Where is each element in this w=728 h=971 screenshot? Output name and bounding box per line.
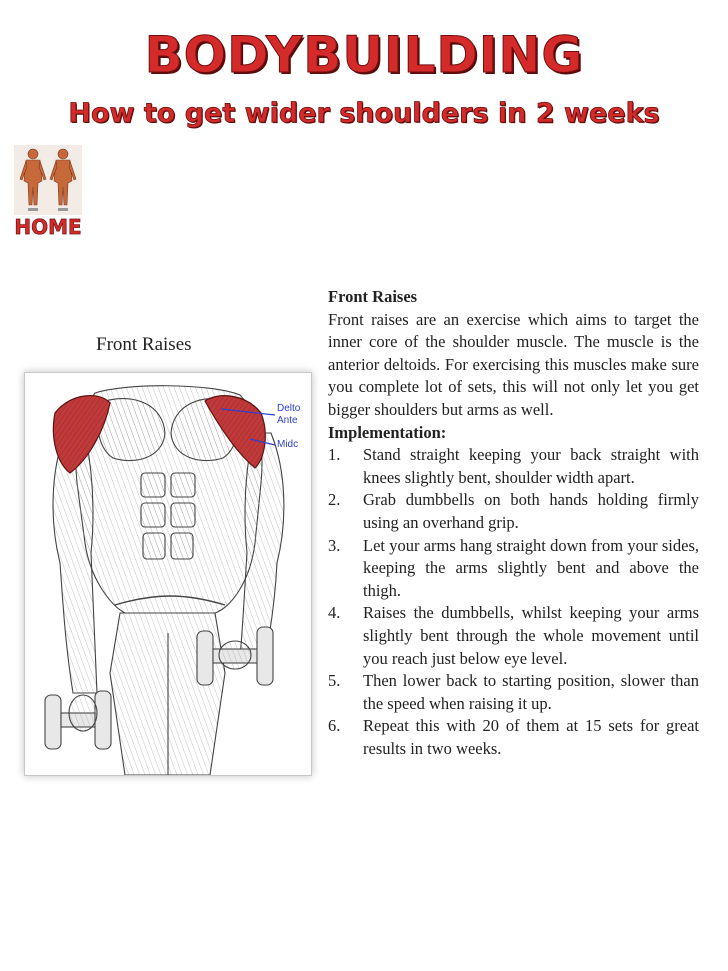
front-raises-illustration [24,372,312,776]
label-deltoid: Delto [277,403,301,414]
step-number: 6. [328,716,341,736]
step-text: Let your arms hang straight down from your sides, keeping the arms slightly bent and above the thigh. [363,535,699,600]
step-item [328,444,699,489]
step-item [328,535,699,603]
step-number: 5. [328,671,341,691]
article-heading: Front Raises [328,287,418,306]
step-text: Then lower back to starting position, slower than the speed when raising it up. [363,671,699,713]
implementation-heading: Implementation: [328,422,447,442]
home-label: HOME [14,215,82,239]
label-anterior: Ante [277,415,298,426]
page-title: BODYBUILDING [144,26,584,84]
step-item [328,715,699,760]
page-subtitle: How to get wider shoulders in 2 weeks [68,98,660,129]
anatomy-figures-icon [14,145,82,215]
step-number: 1. [328,445,341,465]
step-item [328,670,699,715]
step-item [328,602,699,670]
figure-caption: Front Raises [96,334,192,355]
step-text: Grab dumbbells on both hands holding firmly using an overhand grip. [363,490,699,532]
home-link[interactable] [12,145,84,240]
article-body [328,286,699,760]
label-middle: Midc [277,439,299,450]
step-text: Repeat this with 20 of them at 15 sets for great results in two weeks. [363,716,699,758]
step-number: 4. [328,603,341,623]
anatomy-illustration-icon [25,373,311,775]
article-intro: Front raises are an exercise which aims to target the inner core of the shoulder muscle. The muscle is the anterior deltoids. For exercising this muscles make sure you complete lot of sets, this will not only let you get bigger shoulders but arms as well. [328,309,699,419]
step-text: Raises the dumbbells, whilst keeping your arms slightly bent through the whole movement until you reach just below eye level. [363,603,699,668]
step-number: 3. [328,535,341,555]
step-text: Stand straight keeping your back straight with knees slightly bent, shoulder width apart. [363,445,699,487]
implementation-steps [328,444,699,760]
step-item [328,489,699,534]
step-number: 2. [328,490,341,510]
